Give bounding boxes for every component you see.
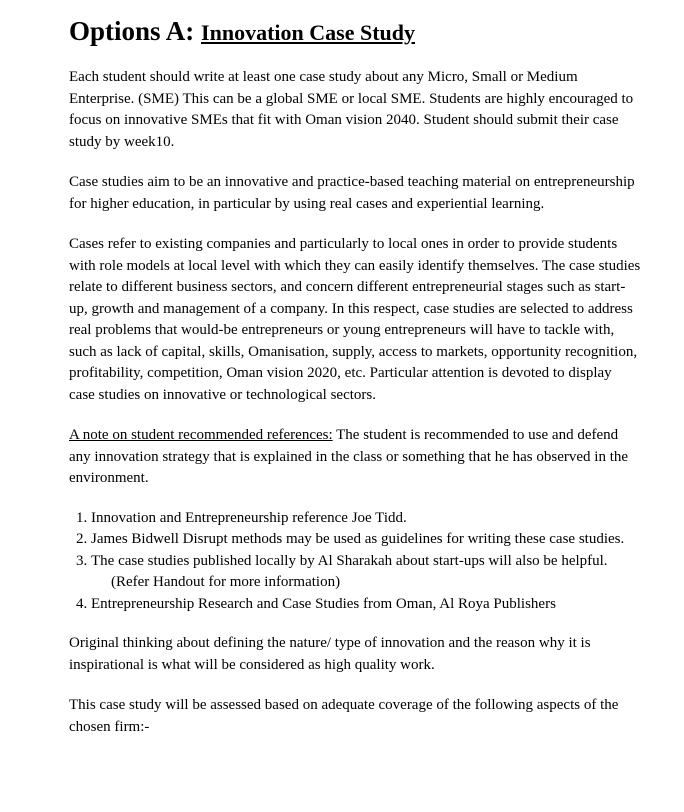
references-note-label: A note on student recommended references: xyxy=(69,427,333,443)
list-item xyxy=(91,551,641,594)
document-page xyxy=(69,14,641,738)
intro-paragraph: Each student should write at least one case study about any Micro, Small or Medium Enterprise. (SME) This can be a global SME or local SME. Students are highly encouraged to focus on innovative SMEs that fit with Oman vision 2040. Student should submit their case study by week10. xyxy=(69,69,634,150)
references-note xyxy=(69,425,641,490)
title-main: Innovation Case Study xyxy=(201,20,415,45)
reference-text: 1. Innovation and Entrepreneurship reference Joe Tidd. xyxy=(91,509,407,526)
list-item xyxy=(91,508,641,530)
list-item xyxy=(91,529,641,551)
aims-paragraph: Case studies aim to be an innovative and practice-based teaching material on entrepreneurship for higher education, in particular by using real cases and experiential learning. xyxy=(69,174,635,212)
cases-paragraph: Cases refer to existing companies and particularly to local ones in order to provide students with role models at local level with which they can easily identify themselves. The case studies relate to different business sectors, and concern different entrepreneurial stages such as start-up, growth and management of a company. In this respect, case studies are selected to address real problems that would-be entrepreneurs or young entrepreneurs will have to tackle with, such as lack of capital, skills, Omanisation, supply, access to markets, opportunity recognition, profitability, competition, Oman vision 2020, etc. Particular attention is devoted to display case studies on innovative or technological sectors. xyxy=(69,236,641,403)
page-title xyxy=(69,14,641,50)
title-prefix: Options A: xyxy=(69,16,195,46)
reference-text: 2. James Bidwell Disrupt methods may be used as guidelines for writing these case studies. xyxy=(91,531,625,547)
references-list xyxy=(69,508,641,616)
assessment-paragraph: This case study will be assessed based on adequate coverage of the following aspects of the chosen firm:- xyxy=(69,697,619,735)
originality-paragraph: Original thinking about defining the nature/ type of innovation and the reason why it is inspirational is what will be considered as high quality work. xyxy=(69,635,591,673)
list-item xyxy=(91,594,641,616)
references-note-text: The student is recommended to use and defend any innovation strategy that is explained in the class or something that he has observed in the environment. xyxy=(69,427,629,486)
reference-text: 4. Entrepreneurship Research and Case Studies from Oman, Al Roya Publishers xyxy=(91,595,556,612)
reference-text: 3. The case studies published locally by Al Sharakah about start-ups will also be helpful. (Refer Handout for more information) xyxy=(91,552,608,590)
